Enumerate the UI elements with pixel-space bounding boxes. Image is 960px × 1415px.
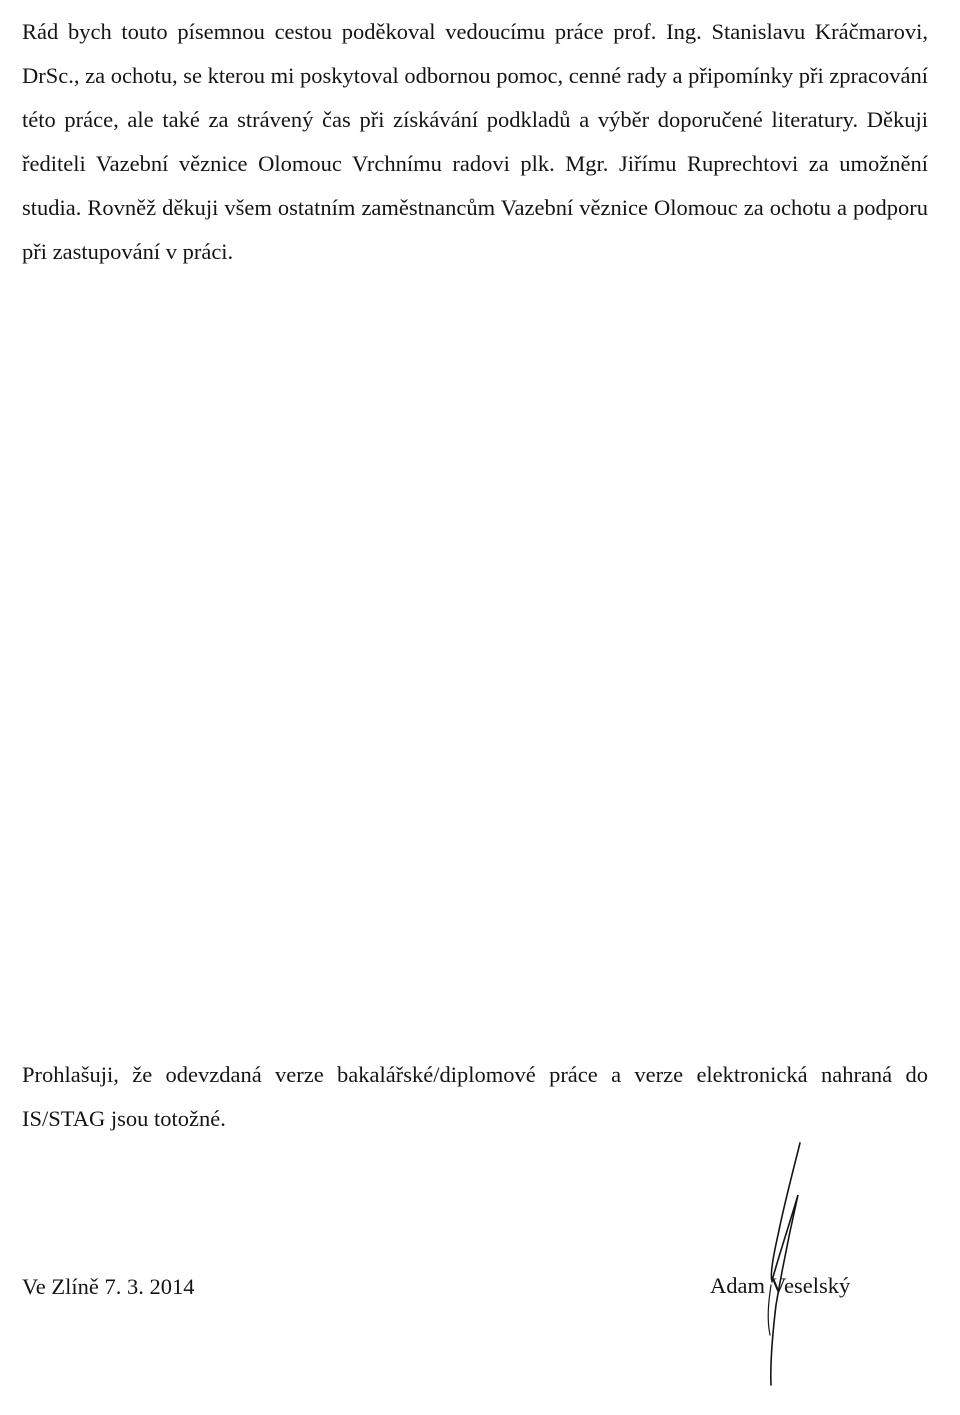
handwritten-signature-icon [740, 1135, 830, 1395]
place-and-date: Ve Zlíně 7. 3. 2014 [22, 1274, 195, 1299]
acknowledgement-paragraph: Rád bych touto písemnou cestou poděkoval vedoucímu práce prof. Ing. Stanislavu Kráčmarovi, DrSc., za ochotu, se kterou mi poskytoval odbornou pomoc, cenné rady a připomínky při zpracování této práce, ale také za strávený čas při získávání podkladů a výběr doporučené literatury. Děkuji řediteli Vazební věznice Olomouc Vrchnímu radovi plk. Mgr. Jiřímu Ruprechtovi za umožnění studia. Rovněž děkuji všem ostatním zaměstnancům Vazební věznice Olomouc za ochotu a podporu při zastupování v práci. [22, 19, 929, 264]
declaration-paragraph: Prohlašuji, že odevzdaná verze bakalářské/diplomové práce a verze elektronická nahraná do IS/STAG jsou totožné. [22, 1062, 928, 1131]
author-name: Adam Veselský [710, 1273, 851, 1298]
